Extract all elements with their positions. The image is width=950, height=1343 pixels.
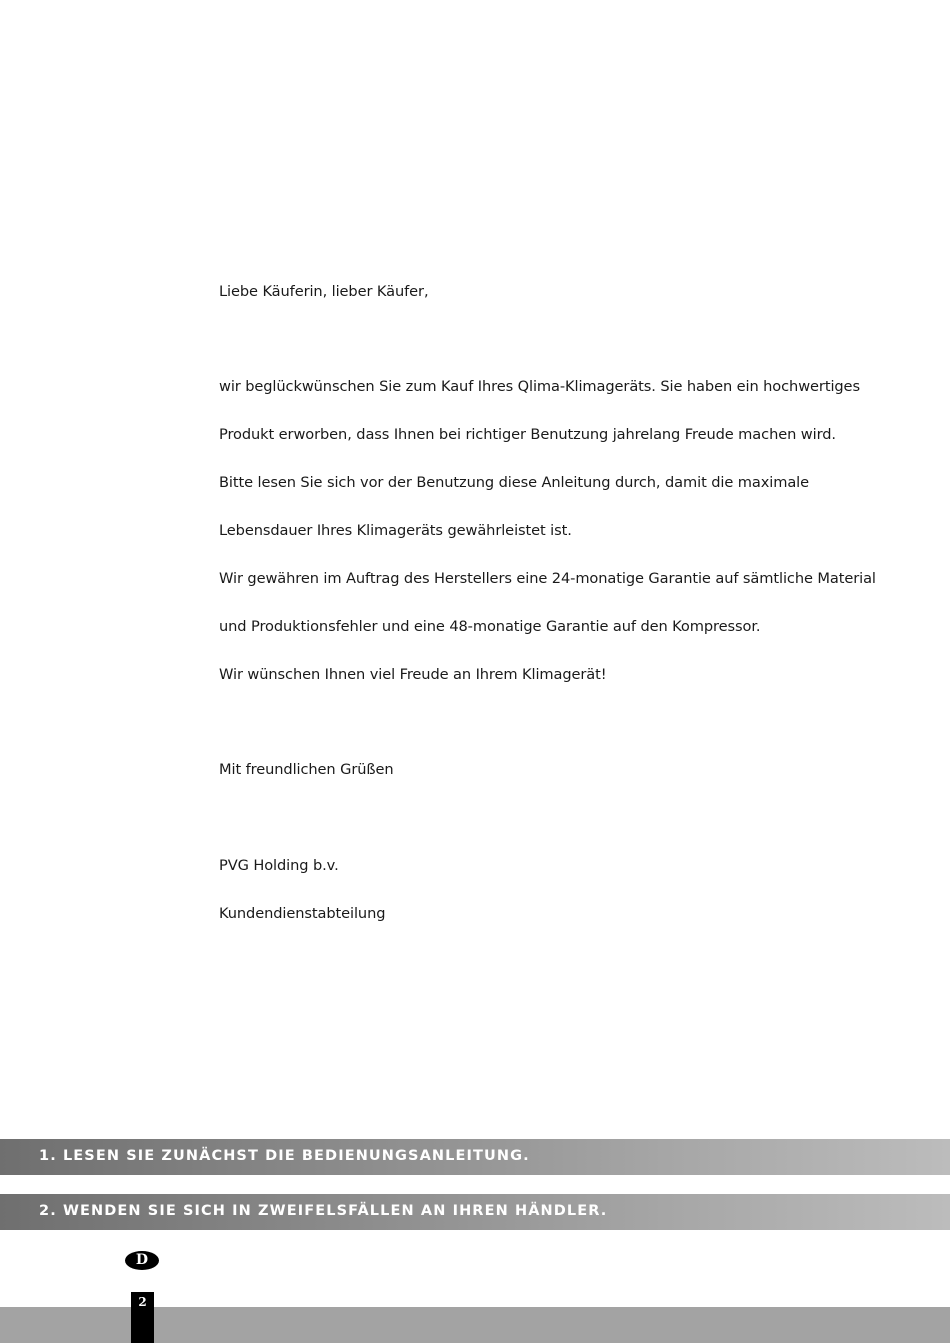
language-badge: D [125,1251,159,1270]
letter-closing: Mit freundlichen Grüßen [219,761,394,778]
letter-body-line: Produkt erworben, dass Ihnen bei richtiger Benutzung jahrelang Freude machen wird. [219,426,836,443]
notice-text: 2. WENDEN SIE SICH IN ZWEIFELSFÄLLEN AN IHREN HÄNDLER. [39,1203,608,1219]
page-number: 2 [138,1295,147,1309]
letter-body-line: Lebensdauer Ihres Klimageräts gewährleistet ist. [219,522,572,539]
notice-bar-contact-dealer [0,1194,950,1230]
letter-department: Kundendienstabteilung [219,905,386,922]
letter-body-line: wir beglückwünschen Sie zum Kauf Ihres Qlima-Klimageräts. Sie haben ein hochwertiges [219,378,860,395]
letter-body-line: Wir wünschen Ihnen viel Freude an Ihrem Klimagerät! [219,666,607,683]
page-number-tab [131,1292,154,1343]
letter-body-line: Bitte lesen Sie sich vor der Benutzung diese Anleitung durch, damit die maximale [219,474,810,491]
letter-body-line: und Produktionsfehler und eine 48-monatige Garantie auf den Kompressor. [219,618,761,635]
notice-text: 1. LESEN SIE ZUNÄCHST DIE BEDIENUNGSANLEITUNG. [39,1148,530,1164]
notice-bar-read-manual [0,1139,950,1175]
letter-body-line: Wir gewähren im Auftrag des Herstellers eine 24-monatige Garantie auf sämtliche Material [219,570,876,587]
letter-company: PVG Holding b.v. [219,857,339,874]
letter-salutation: Liebe Käuferin, lieber Käufer, [219,283,429,300]
